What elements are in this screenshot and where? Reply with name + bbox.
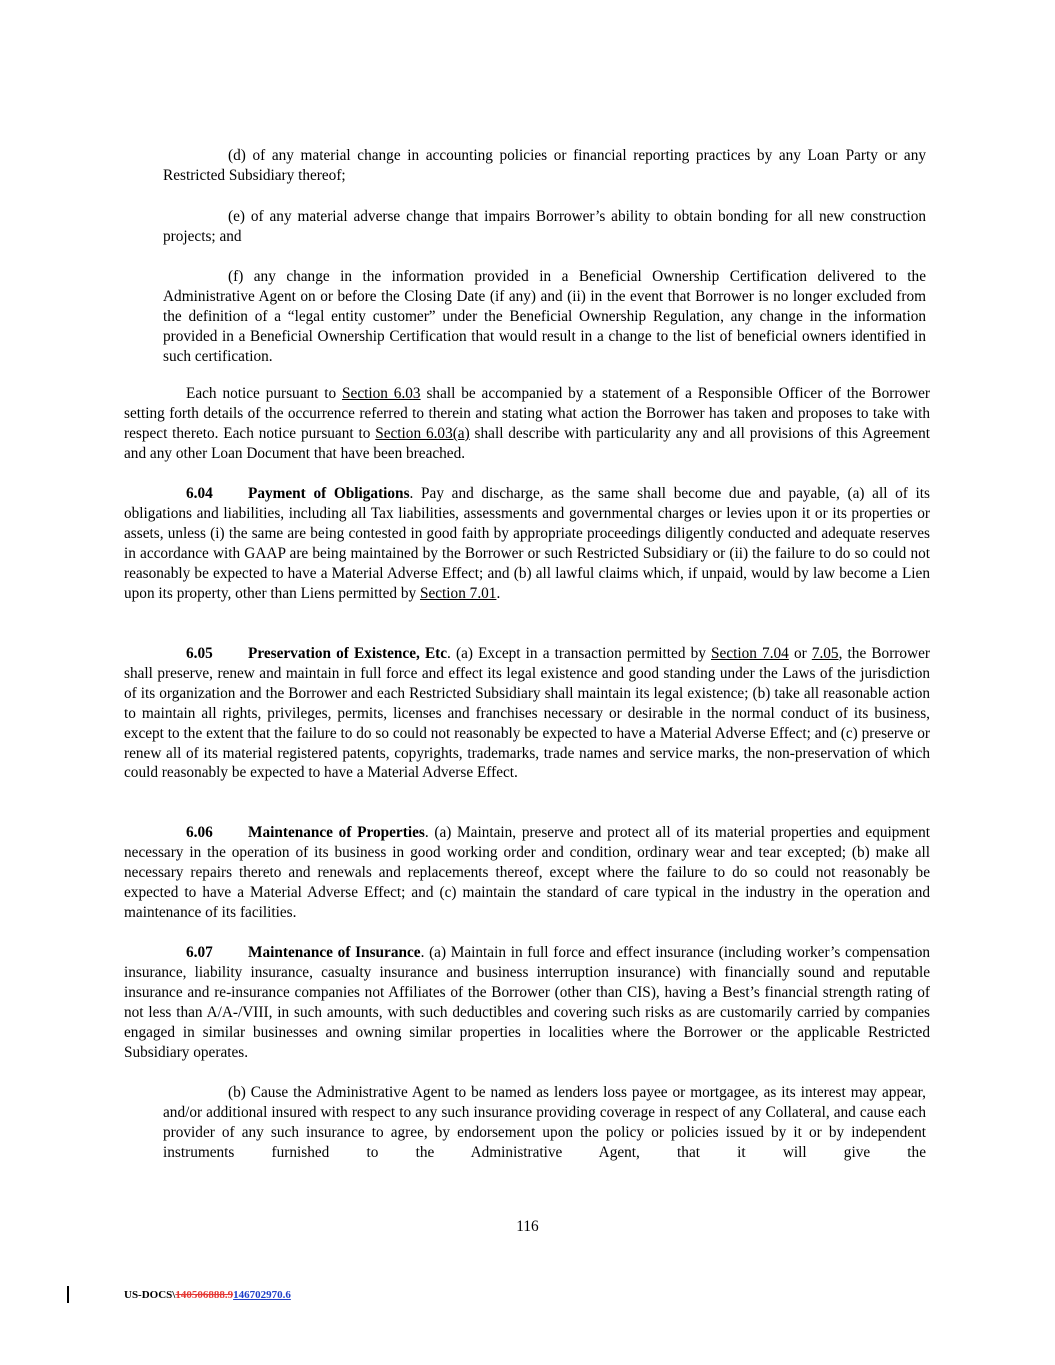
section-text-1: . (a) Maintain, preserve and protect all of its material properties and equipment necessary in the operation of its business in good working order and condition, ordinary wear and tear excepted; (b) make all necessary repairs thereto and renewals and replacements thereof, except where the failure to do so could not reasonably be expected to have a Material Adverse Effect; and (c) maintain the standard of care typical in the industry in the operation and maintenance of its facilities. bbox=[124, 824, 930, 921]
section-title: Maintenance of Properties bbox=[248, 824, 425, 841]
section-number: 6.05 bbox=[186, 645, 213, 662]
section-7-01-link[interactable]: Section 7.01 bbox=[419, 584, 497, 602]
section-6-07 bbox=[124, 943, 930, 1062]
section-6-03a-link[interactable]: Section 6.03(a) bbox=[375, 424, 470, 442]
section-title: Maintenance of Insurance bbox=[248, 944, 421, 961]
doc-id-prefix: US-DOCS\ bbox=[124, 1289, 176, 1301]
section-6-06 bbox=[124, 823, 930, 923]
section-7-05-link[interactable]: 7.05 bbox=[811, 645, 839, 662]
section-number: 6.04 bbox=[186, 485, 213, 502]
document-id-footer bbox=[124, 1289, 291, 1301]
section-text-1: . (a) Maintain in full force and effect insurance (including worker’s compensation insurance, liability insurance, casualty insurance and business interruption insurance) with financially sound and reputable insurance and re-insurance companies not Affiliates of the Borrower (other than CIS), having a Best’s financial strength rating of not less than A/A-/VIII, in such amounts, with such deductibles and covering such risks as are customarily carried by companies engaged in similar businesses and owning similar properties in localities where the Borrower or the applicable Restricted Subsidiary operates. bbox=[124, 944, 930, 1061]
notice-paragraph bbox=[124, 384, 930, 464]
page-number: 116 bbox=[516, 1218, 539, 1235]
clause-f: (f) any change in the information provided in a Beneficial Ownership Certification delivered to the Administrative Agent on or before the Closing Date (if any) and (ii) in the event that Borrower is no longer excluded from the definition of a “legal entity customer” under the Beneficial Ownership Regulation, any change in the information provided in a Beneficial Ownership Certification that would result in a change to the list of beneficial owners identified in such certification. bbox=[163, 268, 926, 365]
section-number: 6.07 bbox=[186, 944, 213, 961]
section-text-1: . Pay and discharge, as the same shall become due and payable, (a) all of its obligations and liabilities, including all Tax liabilities, assessments and governmental charges or levies upon it or its properties or assets, unless (i) the same are being contested in good faith by appropriate proceedings diligently conducted and adequate reserves in accordance with GAAP are being maintained by the Borrower or such Restricted Subsidiary or (ii) the failure to do so could not reasonably be expected to have a Material Adverse Effect; and (b) all lawful claims which, if unpaid, would by law become a Lien upon its property, other than Liens permitted by bbox=[124, 485, 930, 602]
doc-id-deleted: 140506888.9 bbox=[175, 1289, 234, 1301]
clause-d: (d) of any material change in accounting policies or financial reporting practices by any Loan Party or any Restricted Subsidiary thereof; bbox=[163, 147, 926, 184]
section-title: Payment of Obligations bbox=[248, 485, 410, 502]
notice-text-1: Each notice pursuant to bbox=[186, 385, 343, 402]
doc-id-inserted[interactable]: 146702970.6 bbox=[233, 1289, 291, 1301]
section-text-1: . (a) Except in a transaction permitted by bbox=[447, 645, 712, 662]
section-7-04-link[interactable]: Section 7.04 bbox=[711, 645, 789, 662]
section-title: Preservation of Existence, Etc bbox=[248, 645, 448, 662]
clause-e: (e) of any material adverse change that impairs Borrower’s ability to obtain bonding for all new construction projects; and bbox=[163, 208, 926, 245]
section-text-2: or bbox=[788, 645, 812, 662]
section-text-3: , the Borrower shall preserve, renew and maintain in full force and effect its legal existence and good standing under the Laws of the jurisdiction of its organization and the Borrower and each Restricted Subsidiary shall maintain its legal existence; (b) take all reasonable action to maintain all rights, privileges, permits, licenses and franchises necessary or desirable in the normal conduct of its business, except to the extent that the failure to do so could not reasonably be expected to have a Material Adverse Effect; and (c) preserve or renew all of its material registered patents, copyrights, trademarks, trade names and service marks, the non-preservation of which could reasonably be expected to have a Material Adverse Effect. bbox=[124, 645, 930, 782]
section-number: 6.06 bbox=[186, 824, 213, 841]
section-6-03-link[interactable]: Section 6.03 bbox=[342, 385, 421, 402]
section-6-04 bbox=[124, 484, 930, 603]
section-6-05 bbox=[124, 644, 930, 783]
notice-text-2: shall be accompanied by a statement of a Responsible Officer of the Borrower setting forth details of the occurrence referred to therein and stating what action the Borrower has taken and proposes to take with respect thereto. Each notice pursuant to bbox=[124, 385, 930, 442]
section-text-2: . bbox=[496, 584, 501, 602]
change-bar bbox=[67, 1286, 69, 1303]
notice-text-3: shall describe with particularity any and all provisions of this Agreement and any other Loan Document that have been breached. bbox=[124, 424, 930, 462]
clause-b: (b) Cause the Administrative Agent to be named as lenders loss payee or mortgagee, as its interest may appear, and/or additional insured with respect to any such insurance providing coverage in respect of any Collateral, and cause each provider of any such insurance to agree, by endorsement upon the policy or policies issued by it or by independent instruments furnished to the Administrative Agent, that it will give the bbox=[163, 1084, 926, 1161]
